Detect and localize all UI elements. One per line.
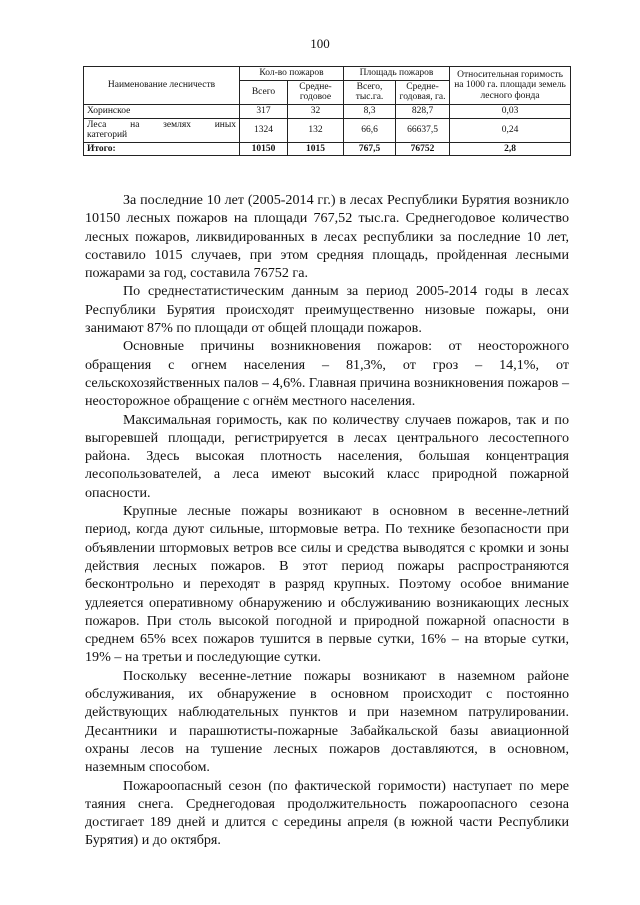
total-area-total: 767,5 <box>344 142 396 156</box>
cell-count-total: 1324 <box>240 118 288 142</box>
total-area-avg: 76752 <box>396 142 450 156</box>
page-number: 100 <box>310 36 330 51</box>
table-row <box>84 104 571 118</box>
header-relative: Относительная горимость на 1000 га. площади земель лесного фонда <box>450 67 571 105</box>
total-count-total: 10150 <box>240 142 288 156</box>
header-count-total: Всего <box>240 80 288 104</box>
table-header-row <box>84 67 571 81</box>
cell-area-total: 8,3 <box>344 104 396 118</box>
row-name-line2: категорий <box>87 130 128 141</box>
paragraph: Максимальная горимость, как по количеству случаев пожаров, так и по выгоревшей площади, регистрируется в лесах центрального лесостепного района. Здесь высокая плотность населения, большая концентрация лесопользователей, а леса имеют высокий класс природной пожарной опасности. <box>85 411 569 501</box>
row-name <box>84 118 240 142</box>
cell-relative: 0,03 <box>450 104 571 118</box>
paragraph: За последние 10 лет (2005-2014 гг.) в лесах Республики Бурятия возникло 10150 лесных пожаров на площади 767,52 тыс.га. Среднегодовое количество лесных пожаров, ликвидированных в лесах республики за последние 10 лет, составило 1015 случаев, при этом средняя площадь, пройденная лесными пожарами за год, составила 76752 га. <box>85 192 569 282</box>
header-area-avg: Средне-годовая, га. <box>396 80 450 104</box>
forest-fires-table <box>83 66 571 156</box>
row-name: Хоринское <box>84 104 240 118</box>
row-name-line1: Леса на землях иных <box>87 119 236 130</box>
table-row <box>84 118 571 142</box>
cell-relative: 0,24 <box>450 118 571 142</box>
paragraph: Поскольку весенне-летние пожары возникают в наземном районе обслуживания, их обнаружение в основном происходит с постоянно действующих наблюдательных пунктов и при наземном патрулировании. Десантники и парашютисты-пожарные Забайкальской базы авиационной охраны лесов на тушение лесных пожаров доставляются, в основном, наземным способом. <box>85 667 569 776</box>
cell-area-total: 66,6 <box>344 118 396 142</box>
table-total-row <box>84 142 571 156</box>
total-label: Итого: <box>84 142 240 156</box>
header-count-group: Кол-во пожаров <box>240 67 344 81</box>
cell-count-avg: 132 <box>288 118 344 142</box>
paragraph: Пожароопасный сезон (по фактической горимости) наступает по мере таяния снега. Среднегодовая продолжительность пожароопасного сезона достигает 189 дней и длится с середины апреля (в южной части Республики Бурятия) и до октября. <box>85 777 569 849</box>
cell-area-avg: 828,7 <box>396 104 450 118</box>
paragraph: По среднестатистическим данным за период 2005-2014 годы в лесах Республики Бурятия происходят преимущественно низовые пожары, они занимают 87% по площади от общей площади пожаров. <box>85 283 569 337</box>
cell-area-avg: 66637,5 <box>396 118 450 142</box>
paragraph: Крупные лесные пожары возникают в основном в весенне-летний период, когда дуют сильные, штормовые ветра. По технике безопасности при объявлении штормовых ветров все силы и средства выводятся с кромки и зоны действия лесных пожаров. В этот период пожары распространяются бесконтрольно и переходят в разряд крупных. Поэтому особое внимание удлеяется оперативному обнаружению и обслуживанию возникающих лесных пожаров. При столь высокой погодной и природной пожарной опасности в среднем 65% всех пожаров тушится в первые сутки, 16% – на вторые сутки, 19% – на третьи и последующие сутки. <box>85 503 569 666</box>
header-name: Наименование лесничеств <box>84 67 240 105</box>
header-area-total: Всего, тыс.га. <box>344 80 396 104</box>
cell-count-total: 317 <box>240 104 288 118</box>
cell-count-avg: 32 <box>288 104 344 118</box>
paragraph: Основные причины возникновения пожаров: от неосторожного обращения с огнем населения – 81,3%, от гроз – 14,1%, от сельскохозяйственных палов – 4,6%. Главная причина возникновения пожаров – неосторожное обращение с огнём местного населения. <box>85 338 569 410</box>
header-count-avg: Средне-годовое <box>288 80 344 104</box>
total-count-avg: 1015 <box>288 142 344 156</box>
header-area-group: Площадь пожаров <box>344 67 450 81</box>
total-relative: 2,8 <box>450 142 571 156</box>
body-text <box>85 191 569 850</box>
